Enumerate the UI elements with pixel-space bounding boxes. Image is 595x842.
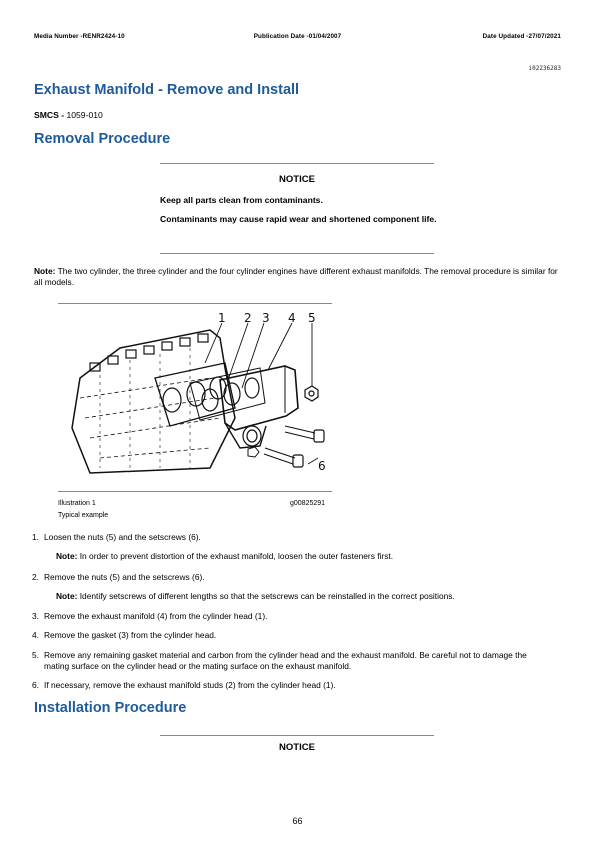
document-id: i02236283 <box>528 65 561 72</box>
illustration-caption: Typical example <box>58 512 109 519</box>
step-note-text: Identify setscrews of different lengths so that the setscrews can be reinstalled in the correct positions. <box>79 591 455 601</box>
date-updated: Date Updated -27/07/2021 <box>482 33 561 40</box>
callout-2: 2 <box>244 311 252 325</box>
removal-note <box>34 266 564 288</box>
step-number: 5. <box>32 650 39 660</box>
step-4 <box>32 630 544 641</box>
callout-1: 1 <box>218 311 226 325</box>
install-notice-title: NOTICE <box>279 742 315 753</box>
step-2-note <box>56 591 546 602</box>
step-6 <box>32 680 544 691</box>
notice-line-2: Contaminants may cause rapid wear and shortened component life. <box>160 214 437 224</box>
illustration-id: g00825291 <box>290 500 326 507</box>
notice-line-1: Keep all parts clean from contaminants. <box>160 195 323 205</box>
step-number: 6. <box>32 680 39 690</box>
step-note-label: Note: <box>56 551 78 561</box>
note-label: Note: <box>34 266 56 276</box>
publication-date: Publication Date -01/04/2007 <box>253 33 342 40</box>
step-5 <box>32 650 534 671</box>
removal-heading: Removal Procedure <box>34 131 171 147</box>
callout-5: 5 <box>308 311 316 325</box>
step-number: 4. <box>32 630 39 640</box>
installation-heading: Installation Procedure <box>34 700 187 716</box>
notice-title: NOTICE <box>279 174 315 185</box>
step-number: 3. <box>32 611 39 621</box>
media-number: Media Number -RENR2424-10 <box>34 33 125 40</box>
exhaust-manifold-illustration <box>60 308 350 488</box>
smcs-code <box>34 110 103 120</box>
note-text: The two cylinder, the three cylinder and the four cylinder engines have different exhaust manifolds. The removal procedure is similar for all models. <box>34 266 558 287</box>
page-number: 66 <box>292 816 303 826</box>
step-text: Loosen the nuts (5) and the setscrews (6). <box>44 532 201 542</box>
notice-top-rule <box>160 163 434 164</box>
figure-bottom-rule <box>58 491 332 492</box>
step-text: Remove the exhaust manifold (4) from the cylinder head (1). <box>44 611 268 621</box>
step-number: 2. <box>32 572 39 582</box>
page-title: Exhaust Manifold - Remove and Install <box>34 82 300 98</box>
install-notice-top-rule <box>160 735 434 736</box>
step-1 <box>32 532 544 543</box>
callout-6: 6 <box>318 459 326 473</box>
notice-bottom-rule <box>160 253 434 254</box>
smcs-label: SMCS - <box>34 110 65 120</box>
step-2 <box>32 572 544 583</box>
illustration-label: Illustration 1 <box>58 500 96 507</box>
step-text: Remove the nuts (5) and the setscrews (6). <box>44 572 205 582</box>
step-3 <box>32 611 544 622</box>
step-text: Remove any remaining gasket material and carbon from the cylinder head and the exhaust manifold. Be careful not to damage the mating surface on the cylinder head or the mating surface on the exhaust manifold. <box>44 650 527 671</box>
step-note-text: In order to prevent distortion of the exhaust manifold, loosen the outer fasteners first. <box>79 551 394 561</box>
figure-top-rule <box>58 303 332 304</box>
step-text: Remove the gasket (3) from the cylinder head. <box>44 630 217 640</box>
step-text: If necessary, remove the exhaust manifold studs (2) from the cylinder head (1). <box>44 680 336 690</box>
smcs-value: 1059-010 <box>66 110 103 120</box>
callout-4: 4 <box>288 311 296 325</box>
step-note-label: Note: <box>56 591 78 601</box>
callout-3: 3 <box>262 311 270 325</box>
step-1-note <box>56 551 546 562</box>
step-number: 1. <box>32 532 39 542</box>
